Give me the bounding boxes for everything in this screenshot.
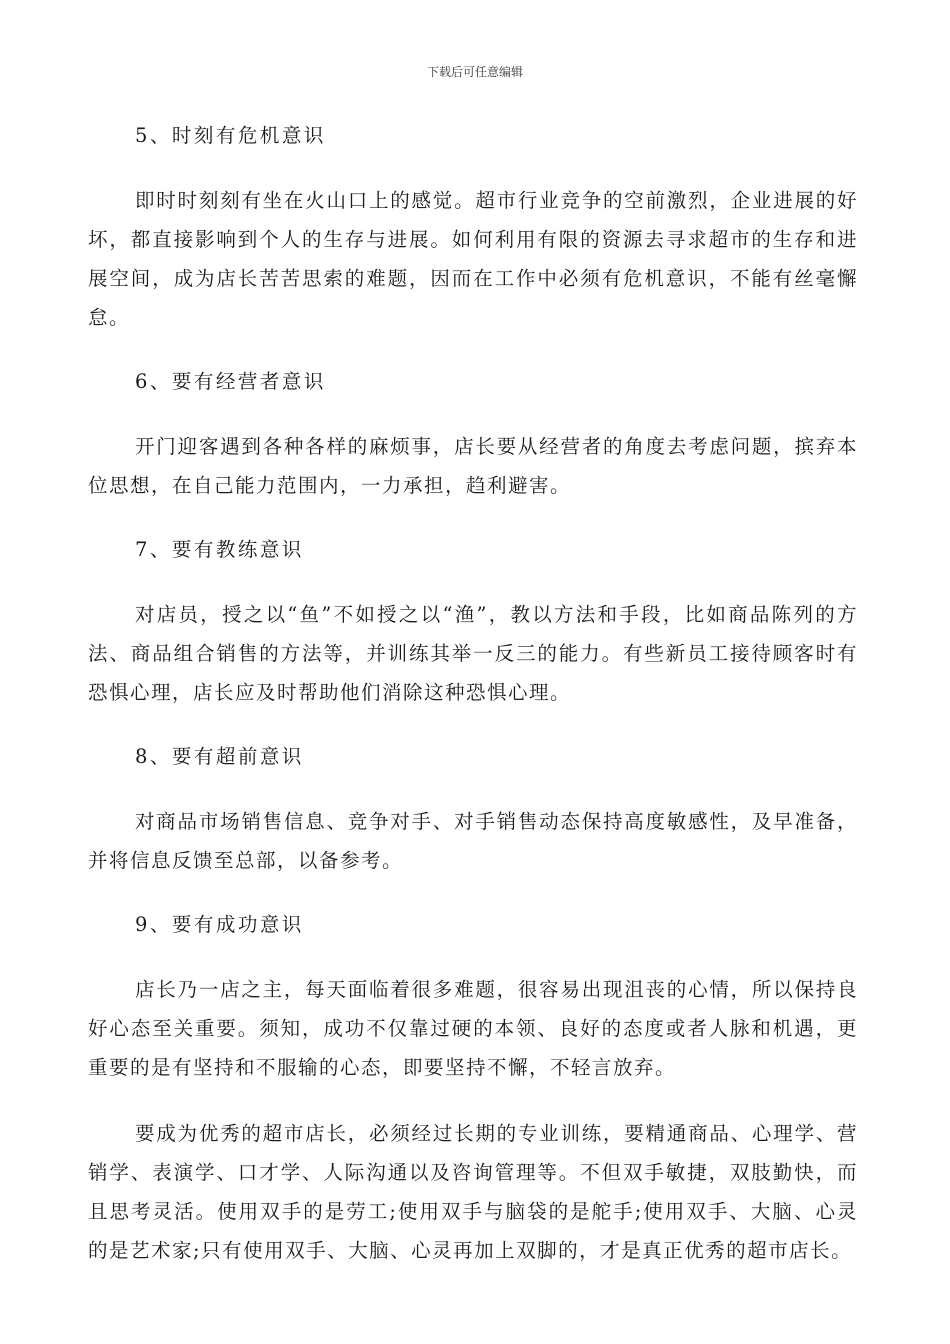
section-paragraph-7: 对店员，授之以“鱼”不如授之以“渔”，教以方法和手段，比如商品陈列的方法、商品组合销售的方法等，并训练其举一反三的能力。有些新员工接待顾客时有恐惧心理，店长应及时帮助他们消除这种恐惧心理。 [88,603,858,704]
page-header: 下载后可任意编辑 [426,65,523,79]
section-paragraph-9: 店长乃一店之主，每天面临着很多难题，很容易出现沮丧的心情，所以保持良好心态至关重要。须知，成功不仅靠过硬的本领、良好的态度或者人脉和机遇，更重要的是有坚持和不服输的心态，即要坚持不懈，不轻言放弃。 [88,978,858,1079]
section-paragraph-5: 即时时刻刻有坐在火山口上的感觉。超市行业竞争的空前激烈，企业进展的好坏，都直接影响到个人的生存与进展。如何利用有限的资源去寻求超市的生存和进展空间，成为店长苦苦思索的难题，因而在工作中必须有危机意识，不能有丝毫懈怠。 [88,189,858,329]
section-heading-6: 6、要有经营者意识 [135,370,326,393]
section-paragraph-6: 开门迎客遇到各种各样的麻烦事，店长要从经营者的角度去考虑问题，摈弃本位思想，在自己能力范围内，一力承担，趋利避害。 [88,435,858,497]
section-heading-8: 8、要有超前意识 [135,745,304,768]
section-heading-9: 9、要有成功意识 [135,913,304,936]
section-heading-5: 5、时刻有危机意识 [135,124,326,147]
section-heading-7: 7、要有教练意识 [135,538,304,561]
closing-paragraph: 要成为优秀的超市店长，必须经过长期的专业训练，要精通商品、心理学、营销学、表演学、口才学、人际沟通以及咨询管理等。不但双手敏捷，双肢勤快，而且思考灵活。使用双手的是劳工;使用双手与脑袋的是舵手;使用双手、大脑、心灵的是艺术家;只有使用双手、大脑、心灵再加上双脚的，才是真正优秀的超市店长。 [88,1122,858,1262]
section-paragraph-8: 对商品市场销售信息、竞争对手、对手销售动态保持高度敏感性，及早准备，并将信息反馈至总部，以备参考。 [88,810,858,872]
document-body [88,118,858,1297]
